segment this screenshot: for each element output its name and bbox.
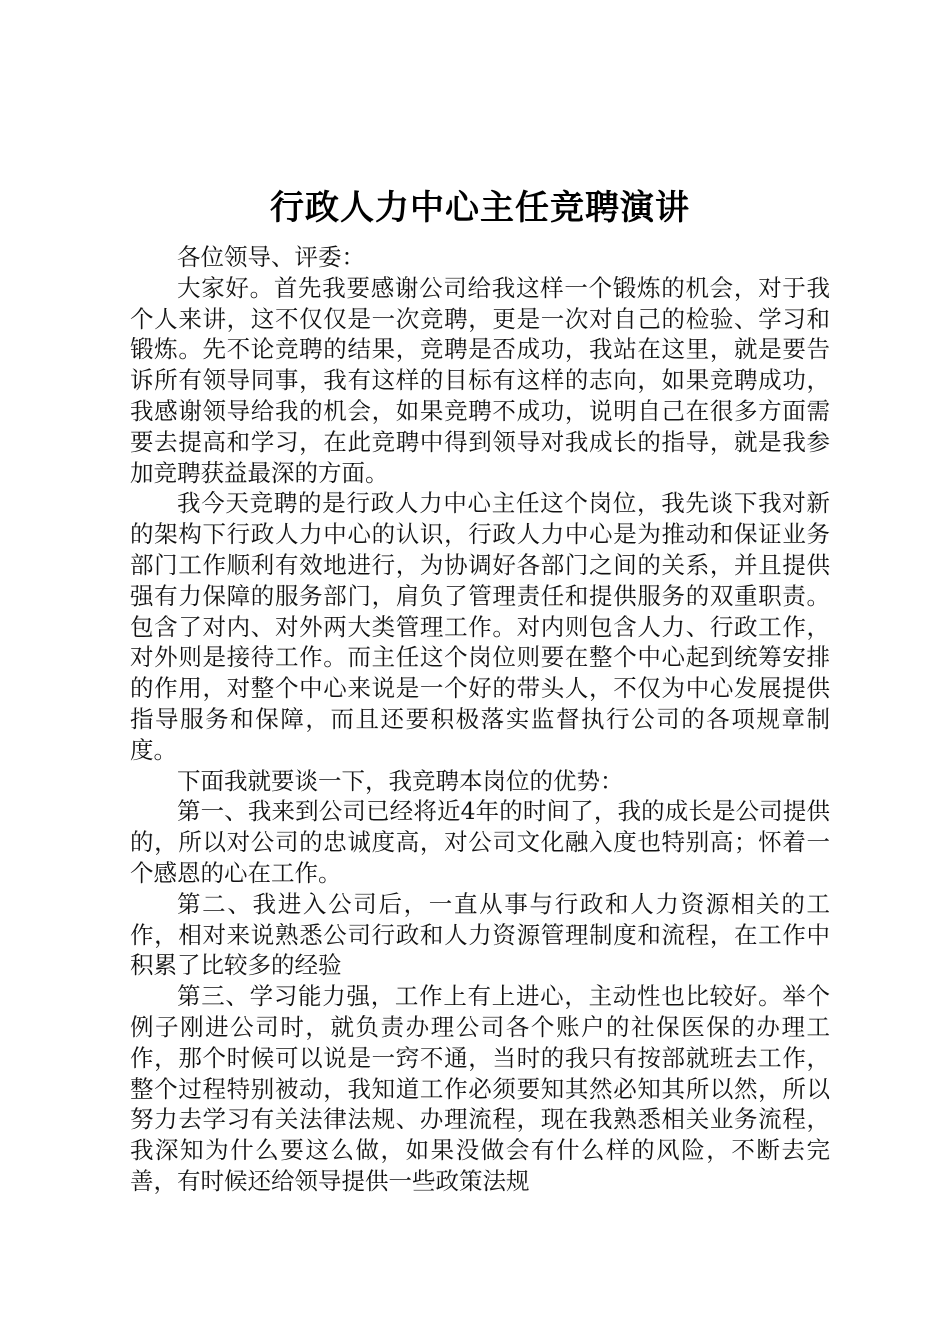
- advantage-third-paragraph: 第三、学习能力强，工作上有上进心，主动性也比较好。举个例子刚进公司时，就负责办理公司各个账户的社保医保的办理工作，那个时候可以说是一窍不通，当时的我只有按部就班去工作，整个过程特别被动，我知道工作必须要知其然必知其所以然，所以努力去学习有关法律法规、办理流程，现在我熟悉相关业务流程，我深知为什么要这么做，如果没做会有什么样的风险，不断去完善，有时候还给领导提供一些政策法规: [130, 982, 830, 1195]
- advantages-intro-paragraph: 下面我就要谈一下，我竞聘本岗位的优势：: [177, 766, 624, 795]
- advantage-second-paragraph: 第二、我进入公司后，一直从事与行政和人力资源相关的工作，相对来说熟悉公司行政和人力资源管理制度和流程，在工作中积累了比较多的经验: [130, 889, 830, 980]
- document-page: [130, 182, 830, 1197]
- salutation-paragraph: 各位领导、评委：: [177, 243, 365, 271]
- position-understanding-paragraph: 我今天竞聘的是行政人力中心主任这个岗位，我先谈下我对新的架构下行政人力中心的认识，行政人力中心是为推动和保证业务部门工作顺利有效地进行，为协调好各部门之间的关系，并且提供强有力保障的服务部门，肩负了管理责任和提供服务的双重职责。包含了对内、对外两大类管理工作。对内则包含人力、行政工作，对外则是接待工作。而主任这个岗位则要在整个中心起到统筹安排的作用，对整个中心来说是一个好的带头人，不仅为中心发展提供指导服务和保障，而且还要积极落实监督执行公司的各项规章制度。: [130, 489, 830, 764]
- opening-paragraph: 大家好。首先我要感谢公司给我这样一个锻炼的机会，对于我个人来讲，这不仅仅是一次竞聘，更是一次对自己的检验、学习和锻炼。先不论竞聘的结果，竞聘是否成功，我站在这里，就是要告诉所有领导同事，我有这样的目标有这样的志向，如果竞聘成功，我感谢领导给我的机会，如果竞聘不成功，说明自己在很多方面需要去提高和学习，在此竞聘中得到领导对我成长的指导，就是我参加竞聘获益最深的方面。: [130, 273, 830, 487]
- advantage-first-paragraph: 第一、我来到公司已经将近4年的时间了，我的成长是公司提供的，所以对公司的忠诚度高，对公司文化融入度也特别高；怀着一个感恩的心在工作。: [130, 797, 830, 887]
- document-title: 行政人力中心主任竞聘演讲: [270, 188, 690, 228]
